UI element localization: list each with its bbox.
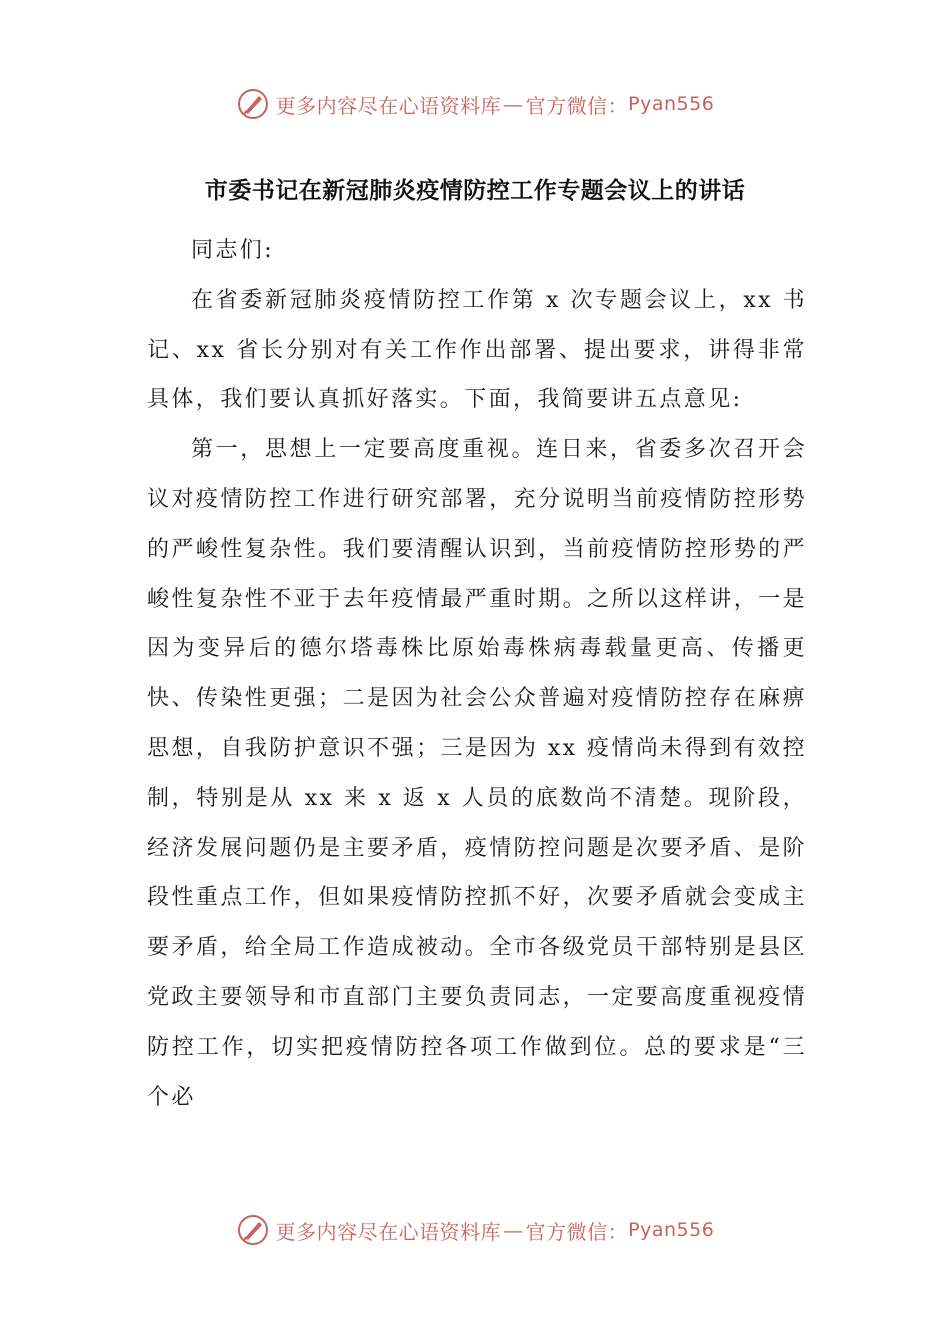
quill-pen-circle-icon [236,87,270,121]
watermark-separator: — [503,92,524,116]
watermark-handle: Pyan556 [628,93,715,115]
document-title: 市委书记在新冠肺炎疫情防控工作专题会议上的讲话 [204,178,746,204]
watermark-wechat-label: 官方微信： [525,93,629,118]
header-watermark [0,84,950,124]
document-body [147,226,807,1122]
footer-watermark [0,1210,950,1250]
watermark-wechat-label: 官方微信： [525,1219,629,1244]
watermark-text: 更多内容尽在心语资料库 [275,93,502,118]
watermark-separator: — [503,1218,524,1242]
watermark-handle: Pyan556 [628,1219,715,1241]
quill-pen-circle-icon [236,1213,270,1247]
paragraph: 第一，思想上一定要高度重视。连日来，省委多次召开会议对疫情防控工作进行研究部署，充分说明当前疫情防控形势的严峻性复杂性。我们要清醒认识到，当前疫情防控形势的严峻性复杂性不亚于去年疫情最严重时期。之所以这样讲，一是因为变异后的德尔塔毒株比原始毒株病毒载量更高、传播更快、传染性更强；二是因为社会公众普遍对疫情防控存在麻痹思想，自我防护意识不强；三是因为 xx 疫情尚未得到有效控制，特别是从 xx 来 x 返 x 人员的底数尚不清楚。现阶段，经济发展问题仍是主要矛盾，疫情防控问题是次要矛盾、是阶段性重点工作，但如果疫情防控抓不好，次要矛盾就会变成主要矛盾，给全局工作造成被动。全市各级党员干部特别是县区党政主要领导和市直部门主要负责同志，一定要高度重视疫情防控工作，切实把疫情防控各项工作做到位。总的要求是“三个必 [147,437,807,1110]
paragraph: 在省委新冠肺炎疫情防控工作第 x 次专题会议上，xx 书记、xx 省长分别对有关工作作出部署、提出要求，讲得非常具体，我们要认真抓好落实。下面，我简要讲五点意见: [147,287,807,413]
watermark-text: 更多内容尽在心语资料库 [275,1219,502,1244]
salutation: 同志们: [191,238,275,263]
